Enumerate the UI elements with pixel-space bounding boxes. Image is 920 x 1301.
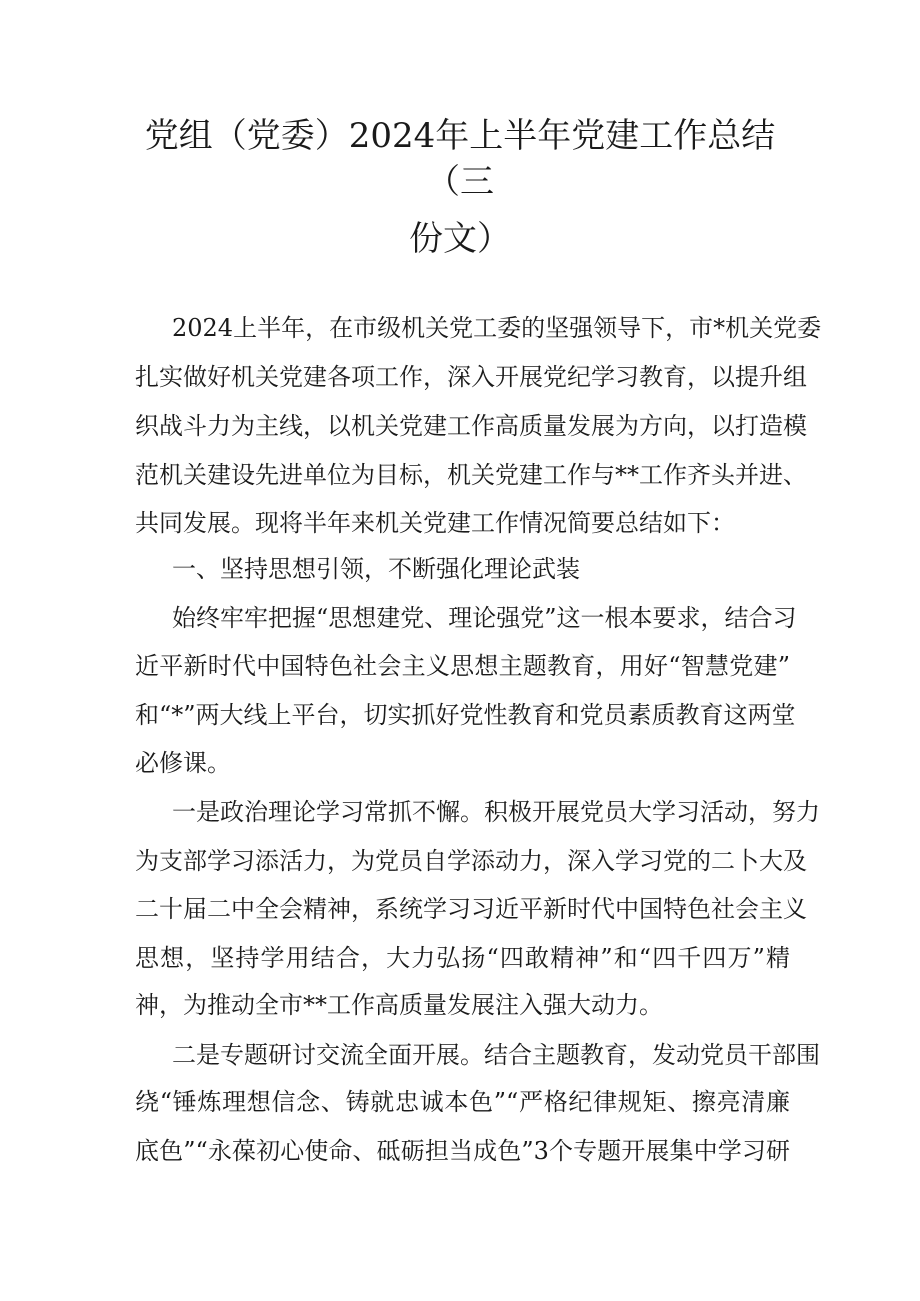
body-line: 近平新时代中国特色社会主义思想主题教育，用好“智慧党建” [135, 652, 790, 680]
body-line: 二是专题研讨交流全面开展。结合主题教育，发动党员干部围 [172, 1041, 820, 1069]
body-line: 范机关建设先进单位为目标，机关党建工作与**工作齐头并进、 [135, 461, 807, 489]
body-line: 二十届二中全会精神，系统学习习近平新时代中国特色社会主义 [135, 895, 807, 923]
document-title-line-2: （三 [426, 162, 494, 202]
body-line: 神，为推动全市**工作高质量发展注入强大动力。 [135, 991, 663, 1019]
document-title-line-1: 党组（党委）2024年上半年党建工作总结 [144, 116, 776, 156]
body-line: 共同发展。现将半年来机关党建工作情况简要总结如下： [135, 509, 735, 537]
body-line: 织战斗力为主线，以机关党建工作高质量发展为方向，以打造模 [135, 412, 807, 440]
section-heading: 一、坚持思想引领，不断强化理论武装 [172, 555, 580, 583]
body-line: 一是政治理论学习常抓不懈。积极开展党员大学习活动，努力 [172, 798, 820, 826]
body-line: 2024上半年，在市级机关党工委的坚强领导下，市*机关党委 [172, 314, 822, 342]
document-title-line-3: 份文） [409, 219, 511, 259]
body-line: 底色”“永葆初心使命、砥砺担当成色”3个专题开展集中学习研 [135, 1137, 790, 1165]
body-line: 扎实做好机关党建各项工作，深入开展党纪学习教育，以提升组 [135, 363, 807, 391]
body-line: 绕“锤炼理想信念、铸就忠诚本色”“严格纪律规矩、擦亮清廉 [135, 1088, 790, 1116]
body-line: 和“*”两大线上平台，切实抓好党性教育和党员素质教育这两堂 [135, 701, 796, 729]
body-line: 思想，坚持学用结合，大力弘扬“四敢精神”和“四千四万”精 [135, 944, 790, 972]
body-line: 始终牢牢把握“思想建党、理论强党”这一根本要求，结合习 [172, 604, 797, 632]
body-line: 为支部学习添活力，为党员自学添动力，深入学习党的二卜大及 [135, 847, 807, 875]
body-line: 必修课。 [135, 749, 231, 777]
